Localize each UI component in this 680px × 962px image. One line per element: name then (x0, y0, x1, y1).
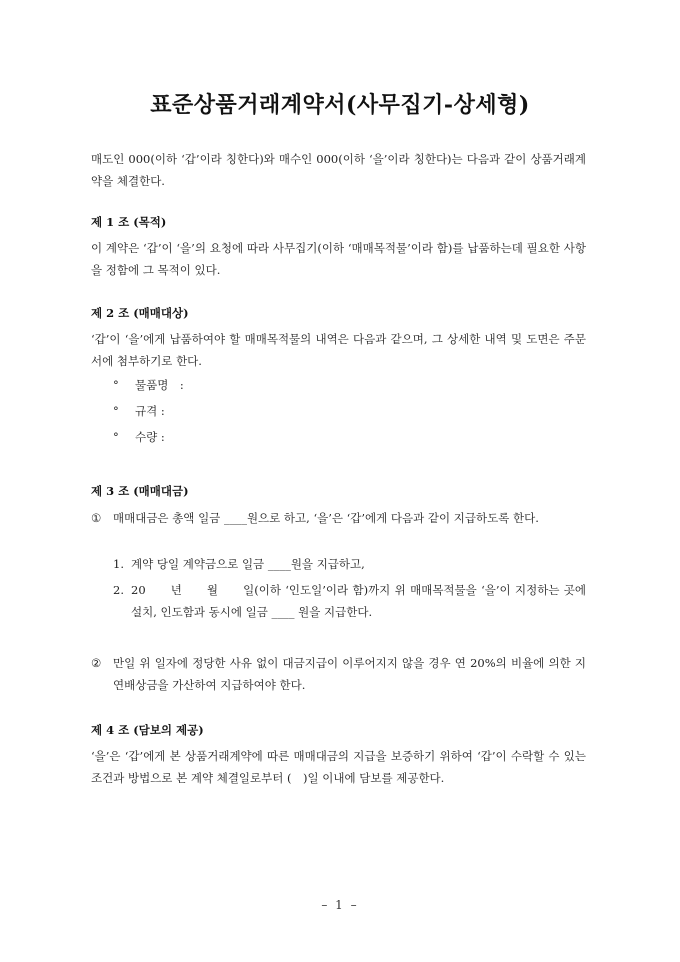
clause-2-mark: ② (91, 656, 102, 670)
clause-2-text: 만일 위 일자에 정당한 사유 없이 대금지급이 이루어지지 않을 경우 연 20%의 비율에 의한 지연배상금을 가산하여 지급하여야 한다. (113, 656, 586, 692)
article-3-heading: 제 3 조 (매매대금) (91, 484, 189, 498)
article-1-heading: 제 1 조 (목적) (91, 215, 167, 229)
sub-item-1-text: 계약 당일 계약금으로 일금 ____원을 지급하고, (131, 557, 365, 571)
article-4-heading: 제 4 조 (담보의 제공) (91, 723, 204, 737)
sub-item-1-number: 1. (113, 557, 124, 571)
clause-1-text: 매매대금은 총액 일금 ____원으로 하고, ‘을’은 ‘갑’에게 다음과 같이 지급하도록 한다. (113, 511, 539, 525)
bullet-icon: ° (113, 430, 119, 444)
item-name-label: 물품명 : (135, 378, 184, 392)
page-number: – 1 – (321, 898, 359, 912)
article-2-body: ‘갑’이 ‘을’에게 납품하여야 할 매매목적물의 내역은 다음과 같으며, 그 상세한 내역 및 도면은 주문서에 첨부하기로 한다. (91, 332, 586, 368)
list-item (113, 400, 165, 422)
bullet-icon: ° (113, 378, 119, 392)
sub-item-2-number: 2. (113, 583, 124, 597)
quantity-label: 수량 : (135, 430, 165, 444)
bullet-icon: ° (113, 404, 119, 418)
intro-paragraph: 매도인 000(이하 ‘갑’이라 칭한다)와 매수인 000(이하 ‘을’이라 칭한다)는 다음과 같이 상품거래계약을 체결한다. (91, 152, 586, 188)
spec-label: 규격 : (135, 404, 165, 418)
clause-1-mark: ① (91, 511, 102, 525)
document-title: 표준상품거래계약서(사무집기-상세형) (150, 92, 530, 118)
article-1-body: 이 계약은 ‘갑’이 ‘을’의 요청에 따라 사무집기(이하 ‘매매목적물’이라 함)를 납품하는데 필요한 사항을 정함에 그 목적이 있다. (91, 241, 586, 277)
list-item (113, 426, 165, 448)
article-2-heading: 제 2 조 (매매대상) (91, 306, 189, 320)
sub-item-2-text: 20 년 월 일(이하 ‘인도일’이라 함)까지 위 매매목적물을 ‘을’이 지정하는 곳에 설치, 인도함과 동시에 일금 ____ 원을 지급한다. (131, 583, 586, 619)
article-4-body: ‘을’은 ‘갑’에게 본 상품거래계약에 따른 매매대금의 지급을 보증하기 위하여 ‘갑’이 수락할 수 있는 조건과 방법으로 본 계약 체결일로부터 ( )일 이내에 담보를 제공한다. (91, 749, 586, 785)
list-item (113, 374, 184, 396)
